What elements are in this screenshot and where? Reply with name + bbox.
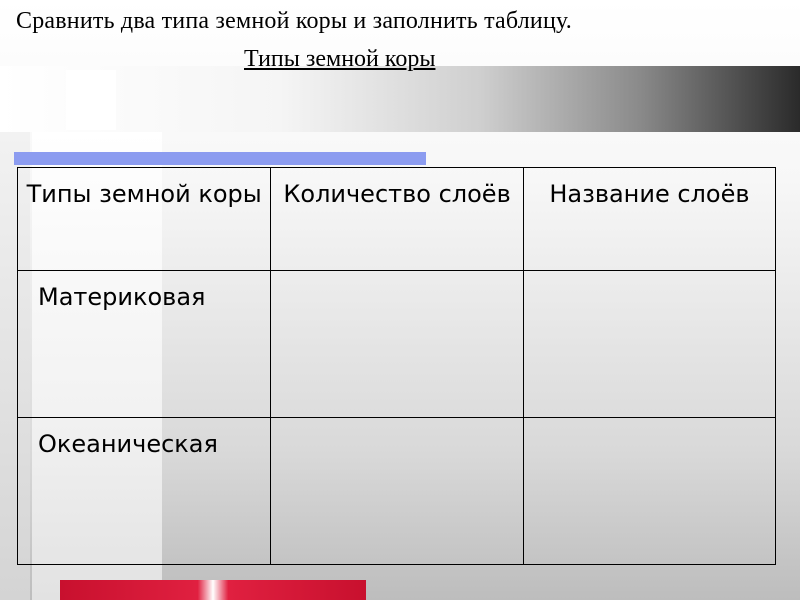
decorative-white-square	[66, 70, 116, 130]
decorative-blue-bar	[14, 152, 426, 165]
row-label-cell	[18, 418, 271, 565]
cell-value	[524, 271, 775, 417]
comparison-table	[17, 167, 776, 565]
row-label-continental: Материковая	[38, 283, 206, 311]
table-cell-layer-names[interactable]	[523, 418, 775, 565]
table-row	[18, 418, 776, 565]
slide-title: Сравнить два типа земной коры и заполнить таблицу.	[16, 8, 572, 34]
slide-subtitle: Типы земной коры	[244, 46, 436, 72]
cell-value	[271, 418, 523, 564]
cell-value	[271, 271, 523, 417]
header-layer-names: Название слоёв	[523, 168, 775, 271]
table-cell-layer-count[interactable]	[271, 271, 524, 418]
header-crust-types: Типы земной коры	[18, 168, 271, 271]
decorative-red-bar	[60, 580, 366, 600]
row-label-oceanic: Океаническая	[38, 430, 218, 458]
table-row	[18, 271, 776, 418]
table-cell-layer-names[interactable]	[523, 271, 775, 418]
cell-value	[524, 418, 775, 564]
row-label-cell	[18, 271, 271, 418]
table-header-row	[18, 168, 776, 271]
decorative-gradient-band	[0, 66, 800, 132]
header-layer-count: Количество слоёв	[271, 168, 524, 271]
table-cell-layer-count[interactable]	[271, 418, 524, 565]
